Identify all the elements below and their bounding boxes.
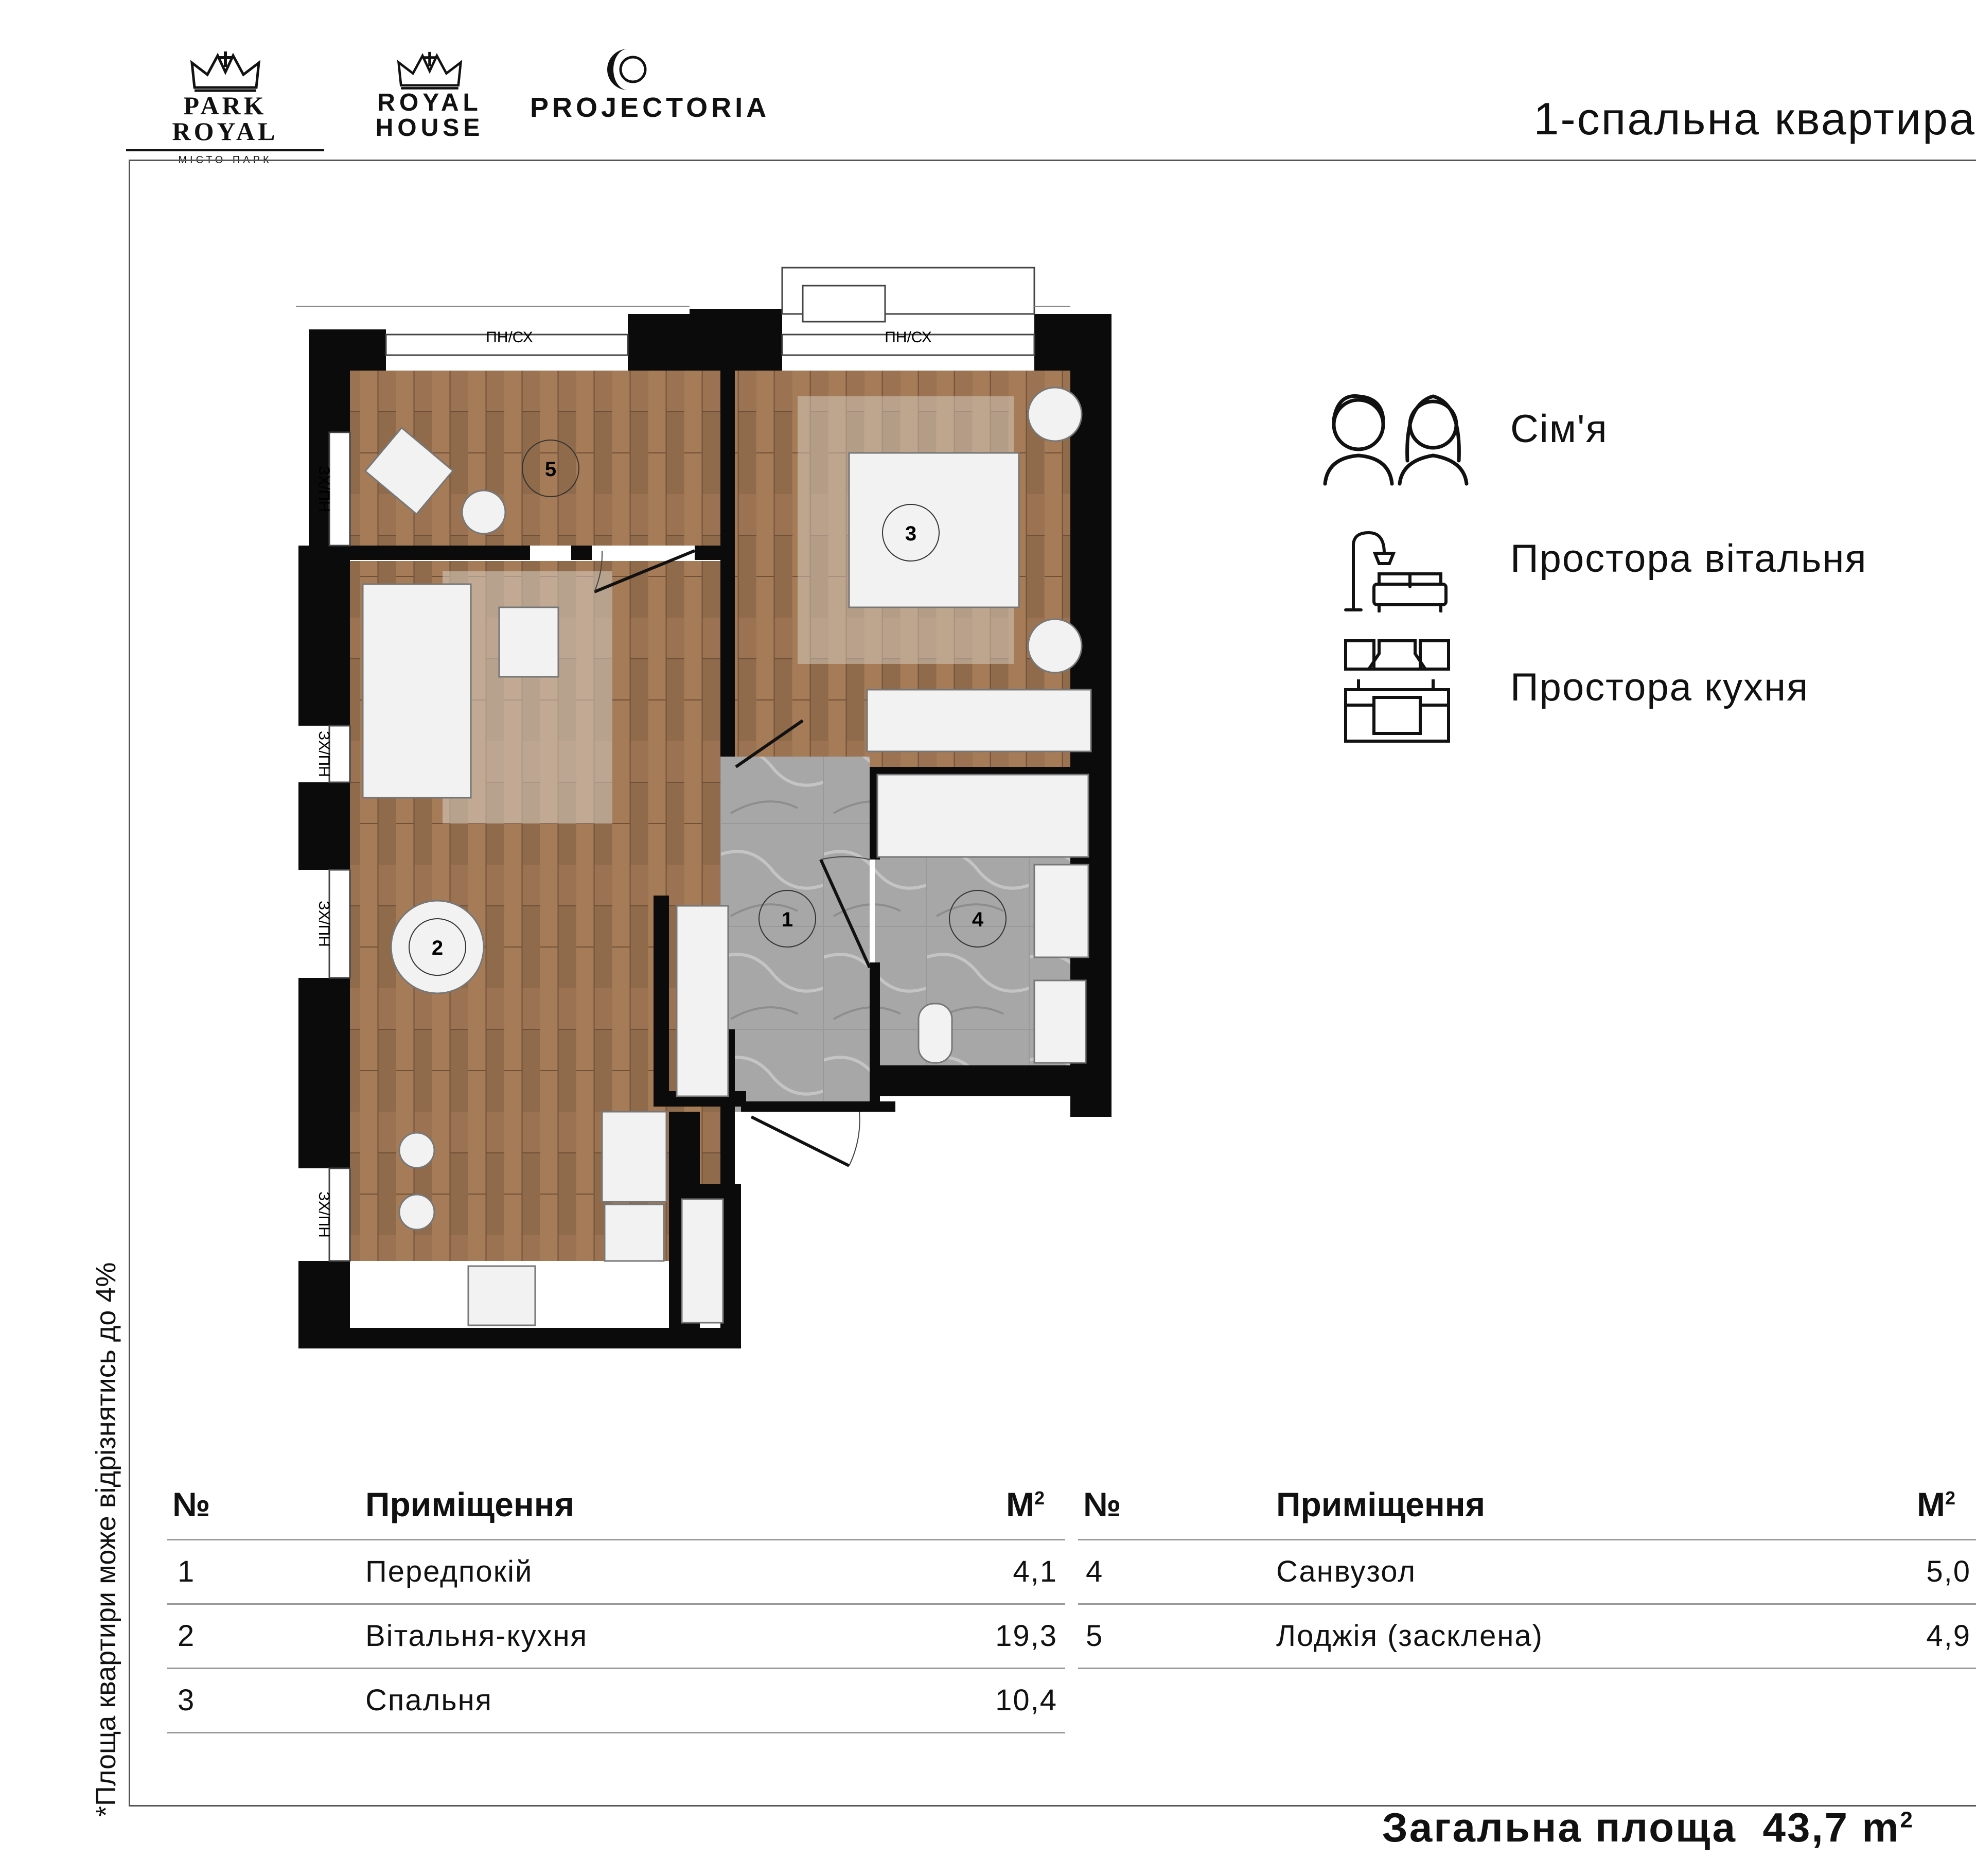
total-area-value: 43,7 m [1762,1804,1900,1850]
table-header-area [1006,1485,1045,1524]
radiator [803,286,885,322]
area-disclaimer: *Площа квартири може відрізнятись до 4% [91,1262,121,1817]
family-icon [1322,383,1472,486]
table-row-area: 5,0 [1926,1555,1971,1588]
crown-icon [189,51,261,93]
table-header-area [1917,1485,1955,1524]
table-row-num: 4 [1086,1555,1104,1588]
table-divider [1078,1539,1976,1540]
table-row-room: Вітальня-кухня [365,1619,588,1653]
orientation-label-wn: ЗХ/ПН [315,901,332,947]
table-row-area: 19,3 [995,1619,1057,1653]
orientation-label-wn: ЗХ/ПН [315,731,332,777]
table-row-area: 4,1 [1013,1555,1057,1588]
table-row-room: Передпокій [365,1555,533,1588]
floor-plan [288,257,1122,1369]
table-divider [167,1539,1065,1540]
room-marker-3: 3 [905,522,917,545]
table-row-num: 5 [1086,1619,1104,1653]
table-divider [1078,1668,1976,1669]
orientation-label-wn: ЗХ/ПН [315,466,332,512]
royal-house-line1: ROYAL [377,89,482,116]
projectoria-name: PROJECTORIA [530,92,770,123]
table-divider [167,1603,1065,1605]
table-row-area: 4,9 [1926,1619,1971,1653]
park-royal-logo [126,51,324,166]
table-row-num: 2 [178,1619,196,1653]
park-royal-name: PARK ROYAL [172,91,278,146]
room-marker-2: 2 [431,937,444,959]
table-header-num: № [172,1485,210,1523]
area-unit: М [1917,1485,1945,1523]
table-header-room: Приміщення [1276,1485,1486,1523]
room-marker-5: 5 [544,458,557,481]
legend-kitchen-label: Простора кухня [1510,665,1809,709]
park-royal-sub: МІСТО-ПАРК [178,154,272,166]
table-divider [167,1668,1065,1669]
area-unit-sup: 2 [1945,1487,1956,1509]
hallway-floor [720,757,870,1112]
room-marker-1: 1 [781,908,793,931]
total-area-sup: 2 [1900,1807,1914,1833]
table-row-num: 3 [178,1684,196,1717]
crown-icon [396,51,463,91]
royal-house-logo [370,51,489,141]
table-header-num: № [1083,1485,1121,1523]
table-row-room: Лоджія (засклена) [1276,1619,1543,1653]
page-title: 1-спальна квартира [1533,93,1976,144]
table-row-num: 1 [178,1555,196,1588]
area-unit: М [1006,1485,1034,1523]
room-marker-4: 4 [972,908,984,931]
projectoria-logo [530,46,770,124]
area-unit-sup: 2 [1034,1487,1045,1509]
orientation-label-ne: ПН/СХ [486,329,533,346]
living-room-icon [1343,530,1451,612]
table-row-area: 10,4 [995,1684,1057,1717]
table-divider [167,1732,1065,1733]
legend-living-label: Простора вітальня [1510,537,1867,581]
total-area-label: Загальна площа [1382,1804,1737,1850]
royal-house-line2: HOUSE [375,114,484,142]
legend-family-label: Сім'я [1510,407,1608,451]
logo-rule [126,149,324,151]
total-area [1382,1804,1914,1851]
table-header-room: Приміщення [365,1485,575,1523]
crescent-icon [605,46,651,93]
orientation-label-ne: ПН/СХ [885,329,932,346]
orientation-label-wn: ЗХ/ПН [315,1191,332,1238]
table-row-room: Спальня [365,1684,493,1717]
table-row-room: Санвузол [1276,1555,1417,1588]
kitchen-icon [1343,638,1451,746]
table-divider [1078,1603,1976,1605]
